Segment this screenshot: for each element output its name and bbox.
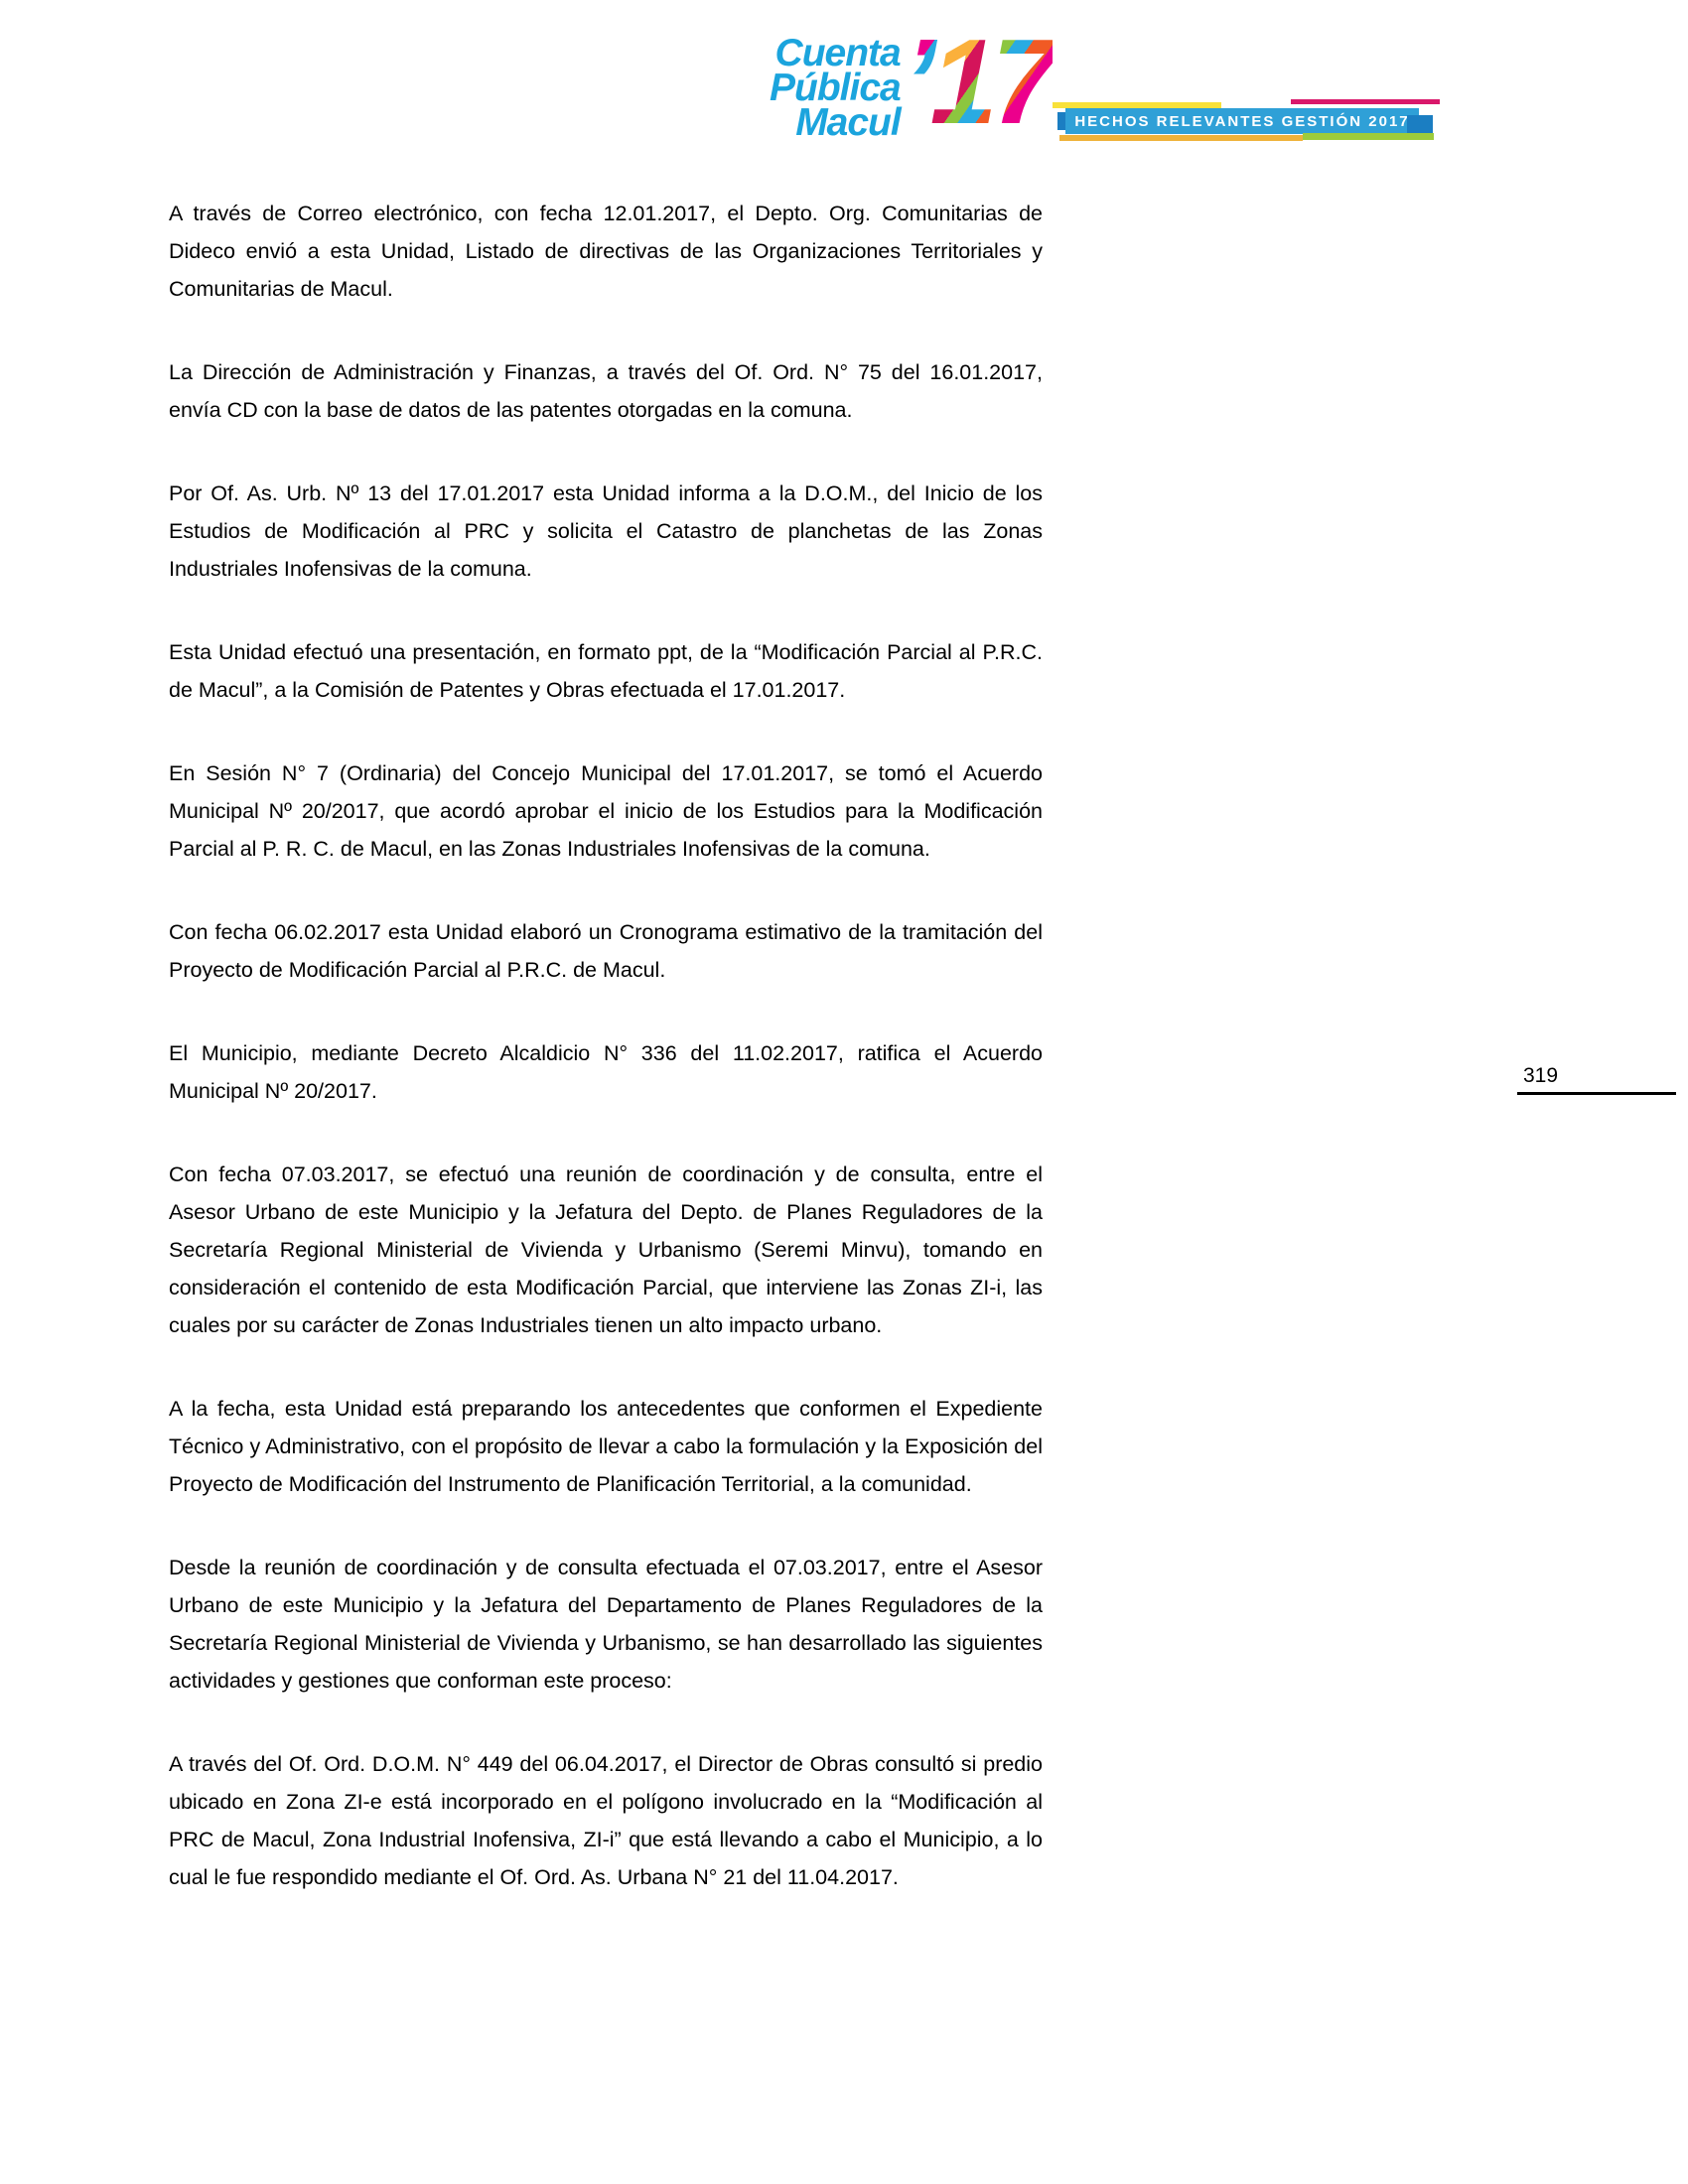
paragraph-9: A la fecha, esta Unidad está preparando los antecedentes que conformen el Expediente Técnico y Administrativo, con el propósito de llevar a cabo la formulación y la Exposición del Proyecto de Modificación del Instrumento de Planificación Territorial, a la comunidad. xyxy=(169,1397,1043,1496)
page-number-rule xyxy=(1517,1092,1676,1095)
paragraph-5: En Sesión N° 7 (Ordinaria) del Concejo Municipal del 17.01.2017, se tomó el Acuerdo Municipal Nº 20/2017, que acordó aprobar el inicio de los Estudios para la Modificación Parcial al P. R. C. de Macul, en las Zonas Industriales Inofensivas de la comuna. xyxy=(169,761,1043,861)
paragraph-11: A través del Of. Ord. D.O.M. N° 449 del 06.04.2017, el Director de Obras consultó si predio ubicado en Zona ZI-e está incorporado en el polígono involucrado en la “Modificación al PRC de Macul, Zona Industrial Inofensiva, ZI-i” que está llevando a cabo el Municipio, a lo cual le fue respondido mediante el Of. Ord. As. Urbana N° 21 del 11.04.2017. xyxy=(169,1752,1043,1889)
paragraph-7: El Municipio, mediante Decreto Alcaldicio N° 336 del 11.02.2017, ratifica el Acuerdo Municipal Nº 20/2017. xyxy=(169,1041,1043,1103)
paragraph-6: Con fecha 06.02.2017 esta Unidad elaboró un Cronograma estimativo de la tramitación del Proyecto de Modificación Parcial al P.R.C. de Macul. xyxy=(169,920,1043,982)
logo-word-cuenta: Cuenta xyxy=(774,32,901,74)
paragraph-3: Por Of. As. Urb. Nº 13 del 17.01.2017 esta Unidad informa a la D.O.M., del Inicio de los Estudios de Modificación al PRC y solicita el Catastro de planchetas de las Zonas Industriales Inofensivas de la comuna. xyxy=(169,481,1043,581)
paragraph-4: Esta Unidad efectuó una presentación, en formato ppt, de la “Modificación Parcial al P.R.C. de Macul”, a la Comisión de Patentes y Obras efectuada el 17.01.2017. xyxy=(169,640,1043,702)
paragraph-1: A través de Correo electrónico, con fecha 12.01.2017, el Depto. Org. Comunitarias de Dideco envió a esta Unidad, Listado de directivas de las Organizaciones Territoriales y Comunitarias de Macul. xyxy=(169,202,1043,301)
logo-wordmark xyxy=(770,28,901,144)
page-number: 319 xyxy=(1523,1064,1559,1087)
banner-bottom-left-line xyxy=(1059,135,1303,141)
logo-word-publica: Pública xyxy=(770,67,901,109)
page-marker xyxy=(1517,1064,1678,1095)
hechos-relevantes-banner xyxy=(1048,99,1445,147)
banner-bottom-right-line xyxy=(1303,133,1434,140)
banner-top-right-line xyxy=(1291,99,1440,104)
paragraph-2: La Dirección de Administración y Finanzas, a través del Of. Ord. N° 75 del 16.01.2017, envía CD con la base de datos de las patentes otorgadas en la comuna. xyxy=(169,360,1043,422)
banner-bar xyxy=(1065,108,1419,134)
logo-year-17: ’17 xyxy=(902,14,1054,149)
document-body xyxy=(169,195,1043,1942)
page-header xyxy=(0,14,1688,157)
banner-label: HECHOS RELEVANTES GESTIÓN 2017 xyxy=(1074,112,1410,130)
cuenta-publica-macul-logo xyxy=(770,14,1054,149)
paragraph-8: Con fecha 07.03.2017, se efectuó una reunión de coordinación y de consulta, entre el Asesor Urbano de este Municipio y la Jefatura del Depto. de Planes Reguladores de la Secretaría Regional Ministerial de Vivienda y Urbanismo (Seremi Minvu), tomando en consideración el contenido de esta Modificación Parcial, que interviene las Zonas ZI-i, las cuales por su carácter de Zonas Industriales tienen un alto impacto urbano. xyxy=(169,1162,1043,1337)
paragraph-10: Desde la reunión de coordinación y de consulta efectuada el 07.03.2017, entre el Asesor Urbano de este Municipio y la Jefatura del Departamento de Planes Reguladores de la Secretaría Regional Ministerial de Vivienda y Urbanismo, se han desarrollado las siguientes actividades y gestiones que conforman este proceso: xyxy=(169,1556,1043,1693)
logo-word-macul: Macul xyxy=(795,101,901,144)
